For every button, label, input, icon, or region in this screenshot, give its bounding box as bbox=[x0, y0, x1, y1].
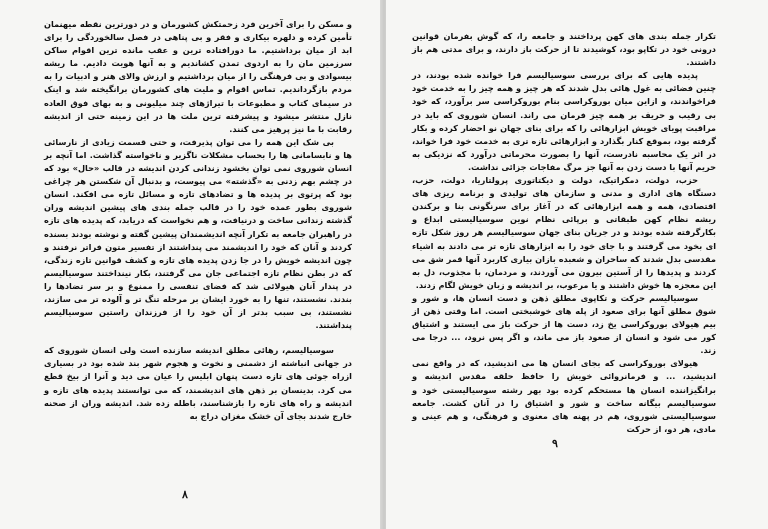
paragraph: حزب، دولت، دمکراتیک، دولت و دیکتاتوری پرولتاریا، دولت، حزب، دستگاه های اداری و مدنی و سازمان های تولیدی و برنامه ریزی های اقتصادی، همه و همه ابزارهائی که در آغاز برای سرنگونی بنا و برکندن ریشه نظام کهن طبقاتی و برپائی نظام نوین سوسیالیستی ابداع و بکارگرفته شده بودند و در جریان بنای جهان سوسیالیسم هر روز شکل تازه ای بخود می گرفتند و با جای خود را به ابزارهای تازه تر می دادند به اشیاء مقدسی بدل شدند که ساحران و شعبده بازان بیاری کاربرد آنها قمر شق می کردند و پدیدها را از آستین بیرون می آوردند، و مردمان، با مجذوب، دل به این معجزه ها خوش داشتند و یا مرعوب، بر اندیشه و زبان خویش لگام زدند. bbox=[412, 175, 716, 290]
right-page bbox=[386, 0, 768, 529]
left-page-text bbox=[44, 18, 352, 423]
page-number: ۹ bbox=[552, 437, 558, 450]
paragraph: تکرار جمله بندی های کهن پرداختند و جامعه را، که گوش بفرمان قوانین درونی خود در تکاپو بود، کوشیدند تا از حرکت باز دارند، و برای مدتی هم باز داشتند. bbox=[412, 31, 716, 68]
paragraph: پدیده هایی که برای بررسی سوسیالیسم فرا خوانده شده بودند، در چنین فضائی به غول هائی بدل شدند که هر چیز و همه چیز را به خدمت خود فراخواندند، و ازاین میان بوروکراسی بنام بوروکراسی سر برآورد، که خود بی رقیب و حریف بر همه چیز فرمان می راند. انسان شوروی که باید در مراقبت پویای خویش ابزارهائی را که برای بنای جهان نو احضار کرده و بکار گرفته بود، بموقع کنار بگذارد و ابزارهائی تازه تری به خدمت خود فرا خواند، در اثر یک محاسبه نادرست، آنها را بصورت محرماتی درآورد که نزدیکی به حریم آنها با دست زدن به آنها جز مرگ مفاجات جزائی نداشت. bbox=[412, 70, 716, 172]
paragraph: هیولای بوروکراسی که بجای انسان ها می اندیشید، که در واقع نمی اندیشید، ... و فرمانروائی خویش را حافظ حلقه مقدس اندیشه و برانگیزاننده انسان ها مستحکم کرده بود بهر رشته سوسیالیستی خود و سوسیالیسم بیگانه ساخت و شور و اشتیاق را در آنان کشت. جامعه سوسیالیستی شوروی، هم در پهنه های معنوی و فرهنگی، و هم عینی و مادی، هر دو، از حرکت bbox=[412, 358, 716, 434]
right-page-text bbox=[412, 30, 716, 436]
paragraph: و مسکن را برای آخرین فرد زحمتکش کشورمان و در دورترین نقطه میهنمان تأمین کرده و دلهره بیکاری و فقر و بی پناهی در فصل سالخوردگی را برای ابد از میان برداشتیم. ما دورافتاده ترین و عقب مانده ترین اقوام ساکن سرزمین مان را به اردوی تمدن کشاندیم و به آنها هویت دادیم. ما ریشه بیسوادی و بی فرهنگی را از میان برداشتیم و ارزش والای هنر و ادبیات را به مردم بازگرداندیم. تماس اقوام و ملیت های کشورمان برانگیخته شد و اینک در سیمای کتاب و مطبوعات با تیراژهای چند میلیونی و به بهای فوق العاده نازل منتشر میشود و پیشرفته ترین ملت ها در این زمینه حتی از اندیشه رقابت با ما نیز پرهیز می کنند. bbox=[44, 19, 352, 134]
page-number: ۸ bbox=[182, 488, 188, 501]
paragraph: بی شک این همه را می توان پذیرفت، و حتی قسمت زیادی از نارسائی ها و نابسامانی ها را بحساب مشکلات ناگزیر و ناخواسته گذاشت. اما آنچه بر انسان شوروی نمی توان بخشود زندانی کردن اندیشه در قالب «حال» بود که در چشم بهم زدنی به «گذشته» می پیوست، و بدنبال آن شکستن هر چراغی بود که پرتوی بر پدیده ها و تضادهای تازه و مسائل تازه می افکند. انسان شوروی بطور عمده خود را در قالب جمله بندی های پیشین اندیشه وران گذشته زندانی ساخت و درنیافت، و هم نخواست که دریابد، که پدیده های تازه در راهبران جامعه به تکرار آنچه اندیشمندان پیشین گفته و نوشته بودند بسنده کردند و آنان که خود را اندیشمند می پنداشتند از تفسیر متون فراتر نرفتند و چون اندیشه خویش را در جا زدن پدیده های تازه و کشف قوانین تازه زندگی، که در بطن نظام تازه اجتماعی جان می گرفتند، بکار نینداختند سوسیالیسم در پندار آنان هیولائی شد که فضای تنفسی را ممنوع و بر سر تضادها را بندند. نشستند، تنها را به خورد ایشان بر مرحله تنگ تر و آلوده تر می سازند، نشستند، بی سبب بدتر از آن خود را از فرزندان راستین سوسیالیسم پنداشتند. bbox=[44, 136, 352, 331]
paragraph: سوسیالیسم، رهائی مطلق اندیشه سازنده است ولی انسان شوروی که در جهانی انباشته از دشمنی و نخوت و هجوم شهر بند شده بود در بسیاری ازراه جوئی های تازه دست پنهان ابلیس را عیان می دید و آنرا از بیخ قطع می کرد. بدینسان بر ذهن های اندیشمند، که می توانستند پدیده های تازه و اندیشه و راه های تازه را بازشناسند، باطله زده شد. اندیشه وران از صحنه خارج شدند بجای آن خشک مغزان دراج به bbox=[44, 345, 352, 421]
left-page bbox=[0, 0, 382, 529]
paragraph: سوسیالیسم حرکت و تکاپوی مطلق ذهن و دست انسان ها، و شور و شوق مطلق آنها برای صعود از پله های خوشبختی است. اما وقتی ذهن از بیم هیولای بوروکراسی یخ زد، دست ها از حرکت باز می ایستند و اشتیاق کور می شود و انسان از صعود باز می ماند، و اگر پس نرود، ... درجا می زند. bbox=[412, 292, 716, 356]
